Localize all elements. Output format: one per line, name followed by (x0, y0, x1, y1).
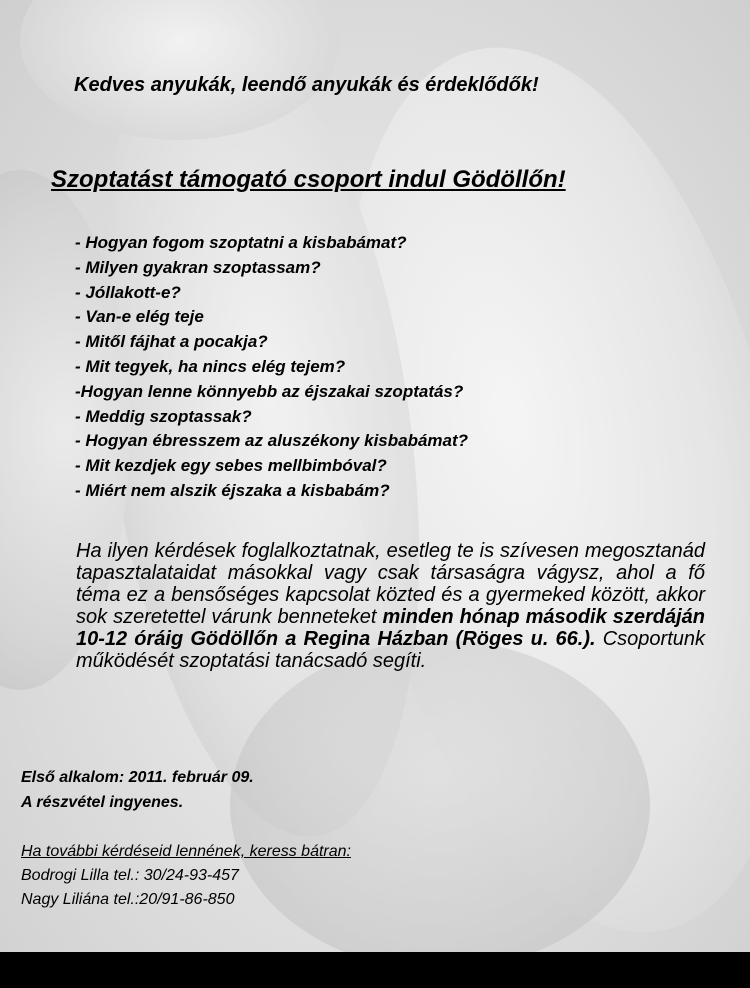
contact-person-1: Bodrogi Lilla tel.: 30/24-93-457 (21, 867, 239, 884)
question-item: - Meddig szoptassak? (75, 406, 252, 426)
question-item: - Mit kezdjek egy sebes mellbimbóval? (75, 456, 387, 476)
question-item: - Mit tegyek, ha nincs elég tejem? (75, 356, 346, 376)
question-item: - Mitől fájhat a pocakja? (75, 332, 268, 352)
question-item: - Van-e elég teje (75, 307, 204, 327)
contact-person-2: Nagy Liliána tel.:20/91-86-850 (21, 891, 235, 908)
event-info (21, 765, 254, 815)
question-list (75, 231, 468, 504)
question-item: -Hogyan lenne könnyebb az éjszakai szoptatás? (75, 381, 464, 401)
meeting-details: minden hónap második szerdáján 10-12 óráig Gödöllőn a Regina Házban (Röges u. 66.). (76, 606, 706, 650)
greeting-heading: Kedves anyukák, leendő anyukák és érdeklődők! (74, 74, 539, 96)
first-date: Első alkalom: 2011. február 09. (21, 769, 254, 786)
contact-block (21, 840, 351, 912)
contact-intro: Ha további kérdéseid lennének, keress bátran: (21, 843, 351, 860)
invitation-closing: Csoportunk működését szoptatási tanácsadó segíti. (76, 628, 705, 672)
question-item: - Milyen gyakran szoptassam? (75, 257, 321, 277)
question-item: - Jóllakott-e? (75, 282, 181, 302)
invitation-text: Ha ilyen kérdések foglalkoztatnak, esetleg te is szívesen megosztanád tapasztalataidat másokkal vagy csak társaságra vágysz, ahol a fő téma ez a bensőséges kapcsolat közted és a gyermeked között, akkor sok szeretettel várunk benneteket (76, 540, 705, 628)
free-participation: A részvétel ingyenes. (21, 794, 184, 811)
question-item: - Miért nem alszik éjszaka a kisbabám? (75, 480, 390, 500)
question-item: - Hogyan fogom szoptatni a kisbabámat? (75, 233, 407, 252)
page-title: Szoptatást támogató csoport indul Gödöllőn! (51, 166, 566, 193)
question-item: - Hogyan ébresszem az aluszékony kisbabámat? (75, 431, 469, 451)
bottom-black-bar (0, 952, 750, 988)
invitation-paragraph (76, 540, 705, 672)
